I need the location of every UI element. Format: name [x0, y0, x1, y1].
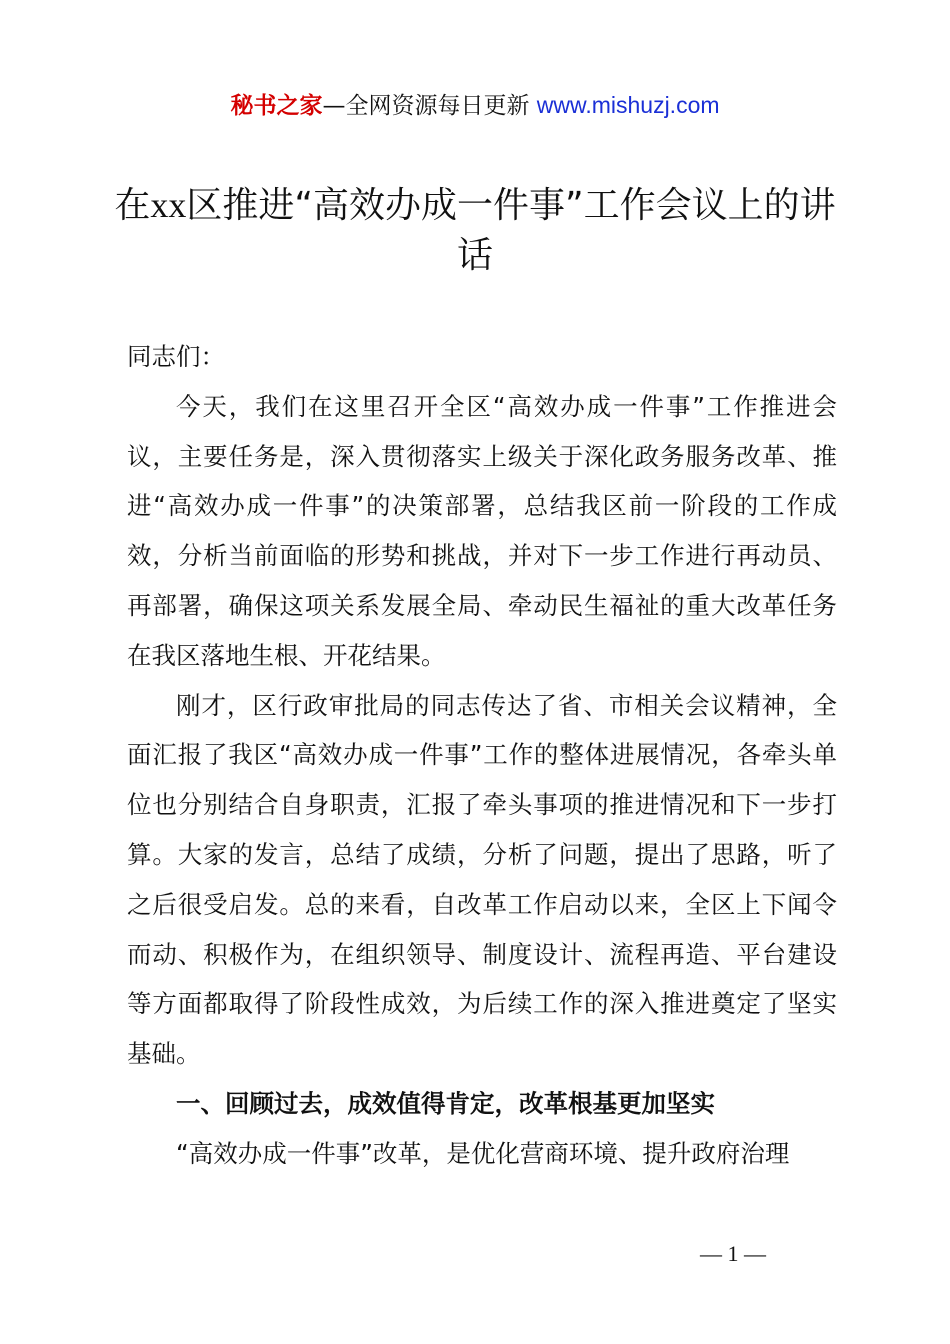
- paragraph-section-1-start: “高效办成一件事”改革，是优化营商环境、提升政府治理: [176, 1138, 790, 1168]
- section-heading-1: 一、回顾过去，成效值得肯定，改革根基更加坚实: [176, 1088, 715, 1118]
- paragraph-review: 刚才，区行政审批局的同志传达了省、市相关会议精神，全面汇报了我区“高效办成一件事”工作的整体进展情况，各牵头单位也分别结合自身职责，汇报了牵头事项的推进情况和下一步打算。大家的发言，总结了成绩，分析了问题，提出了思路，听了之后很受启发。总的来看，自改革工作启动以来，全区上下闻令而动、积极作为，在组织领导、制度设计、流程再造、平台建设等方面都取得了阶段性成效，为后续工作的深入推进奠定了坚实基础。: [127, 690, 837, 1069]
- brand-name: 秘书之家: [230, 93, 323, 119]
- page-number: — 1 —: [700, 1241, 766, 1266]
- document-body: [127, 332, 837, 1179]
- title-part-2: 区推进“高效办成一件事”工作会议上的讲话: [186, 185, 836, 276]
- document-title: [110, 180, 840, 281]
- title-part-1: 在: [114, 185, 151, 226]
- salutation: 同志们：: [127, 342, 225, 371]
- title-placeholder-xx: xx: [150, 185, 187, 225]
- site-header: [0, 88, 950, 123]
- header-tagline: —全网资源每日更新: [322, 93, 537, 119]
- site-url[interactable]: www.mishuzj.com: [536, 92, 720, 118]
- paragraph-opening: 今天，我们在这里召开全区“高效办成一件事”工作推进会议，主要任务是，深入贯彻落实上级关于深化政务服务改革、推进“高效办成一件事”的决策部署，总结我区前一阶段的工作成效，分析当前面临的形势和挑战，并对下一步工作进行再动员、再部署，确保这项关系发展全局、牵动民生福祉的重大改革任务在我区落地生根、开花结果。: [127, 391, 837, 670]
